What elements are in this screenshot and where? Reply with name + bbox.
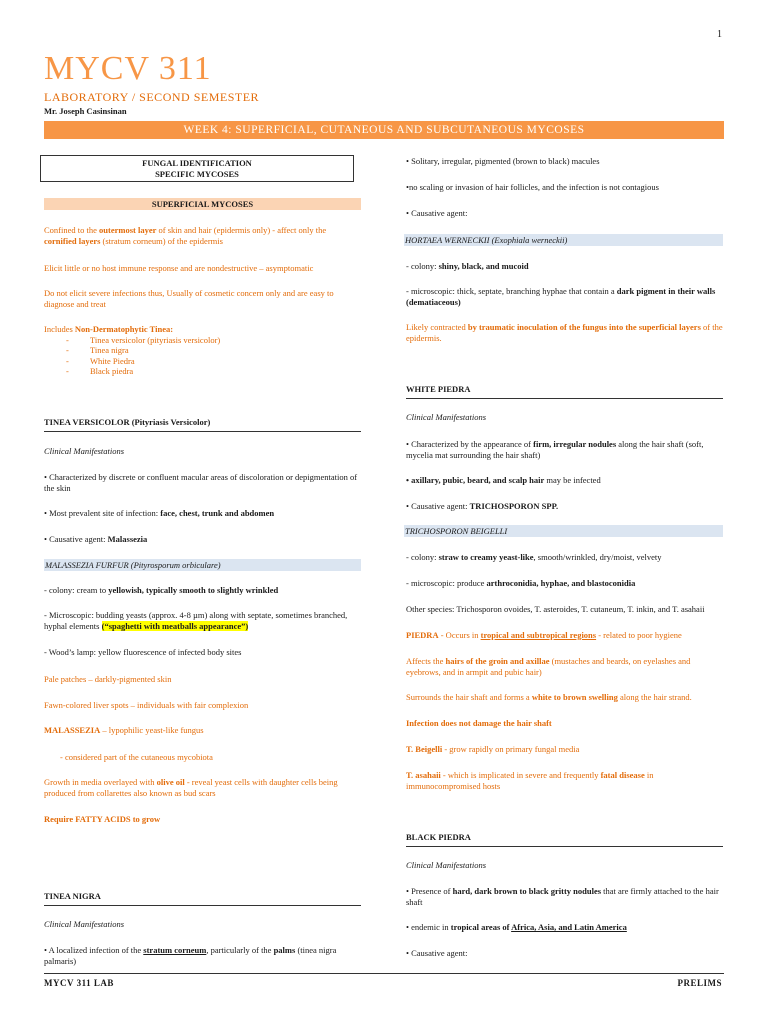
text: Surrounds the hair shaft and forms a <box>406 692 532 702</box>
bp-para-3: • Causative agent: <box>406 948 468 958</box>
text: • Causative agent: <box>406 501 470 511</box>
week-topic: SUPERFICIAL, CUTANEOUS AND SUBCUTANEOUS MYCOSES <box>235 124 585 136</box>
malassezia-para-1 <box>44 585 359 596</box>
text: (tinea nigra palmaris) <box>44 945 337 966</box>
trich-para-3: Other species: Trichosporon ovoides, T. asteroides, T. cutaneum, T. inkin, and T. asahaii <box>406 604 705 614</box>
text: - Microscopic: budding yeasts (approx. 4-8 µm) along with septate, sometimes branched, hyphal elements <box>44 610 348 631</box>
hortaea-para-1 <box>406 261 723 272</box>
mycoses-list <box>66 335 359 377</box>
malassezia-para-5: Fawn-colored liver spots – individuals with fair complexion <box>44 700 249 710</box>
fungal-identification-box <box>40 155 354 182</box>
intro-para-1 <box>44 225 359 246</box>
page-number: 1 <box>717 29 722 40</box>
text-bold: tropical and subtropical regions <box>480 630 597 640</box>
trich-para-2 <box>406 578 723 589</box>
footer-right: PRELIMS <box>677 978 722 988</box>
text-bold: Malassezia <box>107 534 148 544</box>
course-title: MYCV 311 <box>44 50 212 87</box>
tinea-versicolor-heading: TINEA VERSICOLOR (Pityriasis Versicolor) <box>44 417 361 432</box>
piedra-para-6 <box>406 770 723 791</box>
text-bold: hard, dark brown to black gritty nodules <box>452 886 602 896</box>
text-bold: straw to creamy yeast-like <box>438 552 534 562</box>
text-highlight: (“spaghetti with meatballs appearance”) <box>101 620 249 631</box>
text: • A localized infection of the <box>44 945 144 955</box>
bp-para-1 <box>406 886 723 907</box>
r-para-1: • Solitary, irregular, pigmented (brown to black) macules <box>406 156 600 166</box>
text: - microscopic: produce <box>406 578 487 588</box>
text-bold: TRICHOSPORON SPP. <box>469 501 559 511</box>
box-line-2: SPECIFIC MYCOSES <box>155 169 239 179</box>
piedra-para-5 <box>406 744 723 755</box>
text: - colony: <box>406 552 439 562</box>
text-bold: yellowish, typically smooth to slightly wrinkled <box>108 585 279 595</box>
text: - reveal yeast cells with daughter cells being produced from collarettes also known as bud scars <box>44 777 338 798</box>
tinea-nigra-heading: TINEA NIGRA <box>44 891 361 906</box>
clinical-manifestations-label: Clinical Manifestations <box>406 860 487 870</box>
footer-divider <box>44 973 724 974</box>
text: • Most prevalent site of infection: <box>44 508 161 518</box>
week-banner <box>44 121 724 139</box>
text-bold: firm, irregular nodules <box>533 439 617 449</box>
text: of the epidermis. <box>406 322 723 343</box>
bp-para-2 <box>406 922 723 933</box>
text: may be infected <box>544 475 601 485</box>
text: (stratum corneum) of the epidermis <box>100 235 223 246</box>
tn-para-1 <box>44 945 361 966</box>
text: – lypophilic yeast-like fungus <box>100 725 204 735</box>
text: Growth in media overlayed with <box>44 777 157 787</box>
text: - Occurs in <box>438 630 481 640</box>
box-line-1: FUNGAL IDENTIFICATION <box>142 158 252 168</box>
subtitle: LABORATORY / SECOND SEMESTER <box>44 90 260 104</box>
text: (mustaches and beards, on eyelashes and eyebrows, and in armpit and pubic hair) <box>406 656 691 677</box>
text: Likely contracted <box>406 322 468 332</box>
superficial-mycoses-heading: SUPERFICIAL MYCOSES <box>44 198 361 210</box>
malassezia-para-8 <box>44 777 361 798</box>
trich-para-1 <box>406 552 723 563</box>
r-para-3: • Causative agent: <box>406 208 468 218</box>
text-bold: Africa, Asia, and Latin America <box>511 922 627 932</box>
text-bold: shiny, black, and mucoid <box>438 261 529 271</box>
text: of skin and hair (epidermis only) - affect only the <box>156 225 327 235</box>
text-bold: arthroconidia, hyphae, and blastoconidia <box>486 578 636 588</box>
tv-para-2 <box>44 508 359 519</box>
malassezia-para-7: - considered part of the cutaneous mycobiota <box>60 752 213 762</box>
hortaea-para-2 <box>406 286 723 307</box>
malassezia-furfur-bar: MALASSEZIA FURFUR (Pityrosporum orbiculare) <box>44 559 361 571</box>
text-bold: face, chest, trunk and abdomen <box>160 508 275 518</box>
text-bold: Non-Dermatophytic Tinea: <box>74 324 174 334</box>
text: Affects the <box>406 656 446 666</box>
text: - colony: cream to <box>44 585 109 595</box>
wp-para-1 <box>406 439 723 460</box>
text: that are firmly attached to the hair shaft <box>406 886 719 907</box>
black-piedra-heading: BLACK PIEDRA <box>406 832 723 847</box>
malassezia-para-2 <box>44 610 361 631</box>
text-bold: PIEDRA <box>406 630 439 640</box>
wp-para-2 <box>406 475 723 486</box>
list-item: - White Piedra <box>66 356 359 367</box>
text: along the hair shaft (soft, mycelia mat surrounding the hair shaft) <box>406 439 704 460</box>
text-bold: palms <box>273 945 296 955</box>
piedra-para-4: Infection does not damage the hair shaft <box>406 718 552 728</box>
piedra-para-3 <box>406 692 723 703</box>
clinical-manifestations-label: Clinical Manifestations <box>44 446 125 456</box>
text-bold: cornified layers <box>44 235 101 246</box>
text: - colony: <box>406 261 439 271</box>
text: - which is implicated in severe and frequently <box>440 770 601 780</box>
text: - microscopic: thick, septate, branching hyphae that contain a <box>406 286 617 296</box>
text-bold: outermost layer <box>99 225 157 235</box>
piedra-para-2 <box>406 656 723 677</box>
malassezia-para-6 <box>44 725 359 736</box>
text-bold: T. asahaii <box>406 770 441 780</box>
wp-para-3 <box>406 501 723 512</box>
malassezia-para-3: - Wood’s lamp: yellow fluorescence of infected body sites <box>44 647 242 657</box>
malassezia-para-9: Require FATTY ACIDS to grow <box>44 814 161 824</box>
trichosporon-beigelli-bar: TRICHOSPORON BEIGELLI <box>404 525 723 537</box>
text: • endemic in <box>406 922 451 932</box>
text: Includes <box>44 324 75 334</box>
instructor: Mr. Joseph Casinsinan <box>44 106 127 116</box>
text-bold: dark pigment in their walls (dematiaceous) <box>406 286 716 307</box>
text: - grow rapidly on primary fungal media <box>442 744 580 754</box>
text-bold: hairs of the groin and axillae <box>445 656 550 666</box>
malassezia-para-4: Pale patches – darkly-pigmented skin <box>44 674 172 684</box>
intro-para-3: Do not elicit severe infections thus, Usually of cosmetic concern only and are easy to diagnose and treat <box>44 288 334 309</box>
clinical-manifestations-label: Clinical Manifestations <box>406 412 487 422</box>
text-bold: T. Beigelli <box>406 744 443 754</box>
footer-left: MYCV 311 LAB <box>44 978 114 988</box>
white-piedra-heading: WHITE PIEDRA <box>406 384 723 399</box>
text: - related to poor hygiene <box>596 630 682 640</box>
text-bold: stratum corneum <box>143 945 207 955</box>
list-item: - Tinea versicolor (pityriasis versicolor) <box>66 335 359 346</box>
week-label: WEEK 4: <box>183 124 232 136</box>
list-item: - Tinea nigra <box>66 345 359 356</box>
text: along the hair strand. <box>617 692 692 702</box>
list-item: - Black piedra <box>66 366 359 377</box>
text-bold: MALASSEZIA <box>44 725 101 735</box>
hortaea-werneckii-bar: HORTAEA WERNECKII (Exophiala werneckii) <box>404 234 723 246</box>
text-bold: tropical areas of <box>450 922 512 932</box>
r-para-2: •no scaling or invasion of hair follicles, and the infection is not contagious <box>406 182 659 192</box>
text-bold: • axillary, pubic, beard, and scalp hair <box>406 475 545 485</box>
piedra-para-1 <box>406 630 723 641</box>
tv-para-3 <box>44 534 359 545</box>
text: , smooth/wrinkled, dry/moist, velvety <box>533 552 662 562</box>
tv-para-1: • Characterized by discrete or confluent macular areas of discoloration or depigmentation of the skin <box>44 472 358 493</box>
text: • Presence of <box>406 886 453 896</box>
text-bold: by traumatic inoculation of the fungus into the superficial layers <box>467 322 701 332</box>
hortaea-para-3 <box>406 322 723 343</box>
text: in immunocompromised hosts <box>406 770 654 791</box>
text-bold: olive oil <box>156 777 185 787</box>
text-bold: fatal disease <box>600 770 645 780</box>
text: • Causative agent: <box>44 534 108 544</box>
clinical-manifestations-label: Clinical Manifestations <box>44 919 125 929</box>
text: Confined to the <box>44 225 100 235</box>
text-bold: white to brown swelling <box>531 692 618 702</box>
text: , particularly of the <box>206 945 274 955</box>
intro-para-2: Elicit little or no host immune response and are nondestructive – asymptomatic <box>44 263 314 273</box>
includes-block <box>44 324 359 377</box>
text: • Characterized by the appearance of <box>406 439 534 449</box>
